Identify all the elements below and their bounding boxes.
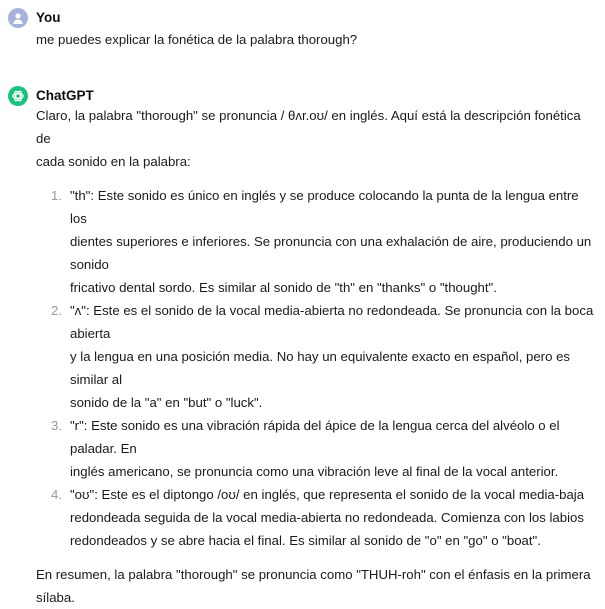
person-icon xyxy=(11,11,25,25)
assistant-avatar xyxy=(8,86,28,106)
summary-line: sílaba. xyxy=(36,590,75,605)
list-item xyxy=(52,299,599,414)
user-message-line: me puedes explicar la fonética de la palabra thorough? xyxy=(36,32,358,47)
list-item xyxy=(52,414,599,483)
user-author-name: You xyxy=(36,10,61,25)
list-item-line: "ʌ": Este es el sonido de la vocal media-abierta no redondeada. Se pronuncia con la boca abierta xyxy=(70,303,594,341)
list-item xyxy=(52,184,599,299)
list-item xyxy=(52,483,599,552)
list-item-number: 3. xyxy=(51,418,62,433)
intro-line: Claro, la palabra "thorough" se pronuncia / θʌr.oʊ/ en inglés. Aquí está la descripción fonética de xyxy=(36,108,581,146)
list-item-line: redondeados y se abre hacia el final. Es similar al sonido de "o" en "go" o "boat". xyxy=(70,533,541,548)
assistant-message-body xyxy=(36,104,599,609)
list-item-line: "oʊ": Este es el diptongo /oʊ/ en inglés, que representa el sonido de la vocal media-baja xyxy=(70,487,585,502)
assistant-author-name: ChatGPT xyxy=(36,88,94,103)
openai-logo-icon xyxy=(11,89,25,103)
user-avatar xyxy=(8,8,28,28)
phonetic-list xyxy=(36,184,599,552)
list-item-line: "th": Este sonido es único en inglés y se produce colocando la punta de la lengua entre los xyxy=(70,188,579,226)
list-item-line: y la lengua en una posición media. No hay un equivalente exacto en español, pero es similar al xyxy=(70,349,571,387)
intro-line: cada sonido en la palabra: xyxy=(36,154,191,169)
list-item-number: 1. xyxy=(51,188,62,203)
list-item-line: "r": Este sonido es una vibración rápida del ápice de la lengua cerca del alvéolo o el paladar. En xyxy=(70,418,560,456)
assistant-summary xyxy=(36,563,599,609)
assistant-intro xyxy=(36,104,599,173)
list-item-line: redondeada seguida de la vocal media-abierta no redondeada. Comienza con los labios xyxy=(70,510,584,525)
list-item-line: inglés americano, se pronuncia como una vibración leve al final de la vocal anterior. xyxy=(70,464,559,479)
list-item-line: fricativo dental sordo. Es similar al sonido de "th" en "thanks" o "thought". xyxy=(70,280,497,295)
list-item-number: 2. xyxy=(51,303,62,318)
list-item-line: dientes superiores e inferiores. Se pronuncia con una exhalación de aire, produciendo un sonido xyxy=(70,234,592,272)
user-message-text xyxy=(36,28,599,51)
list-item-line: sonido de la "a" en "but" o "luck". xyxy=(70,395,263,410)
list-item-number: 4. xyxy=(51,487,62,502)
summary-line: En resumen, la palabra "thorough" se pronuncia como "THUH-roh" con el énfasis en la primera xyxy=(36,567,591,582)
